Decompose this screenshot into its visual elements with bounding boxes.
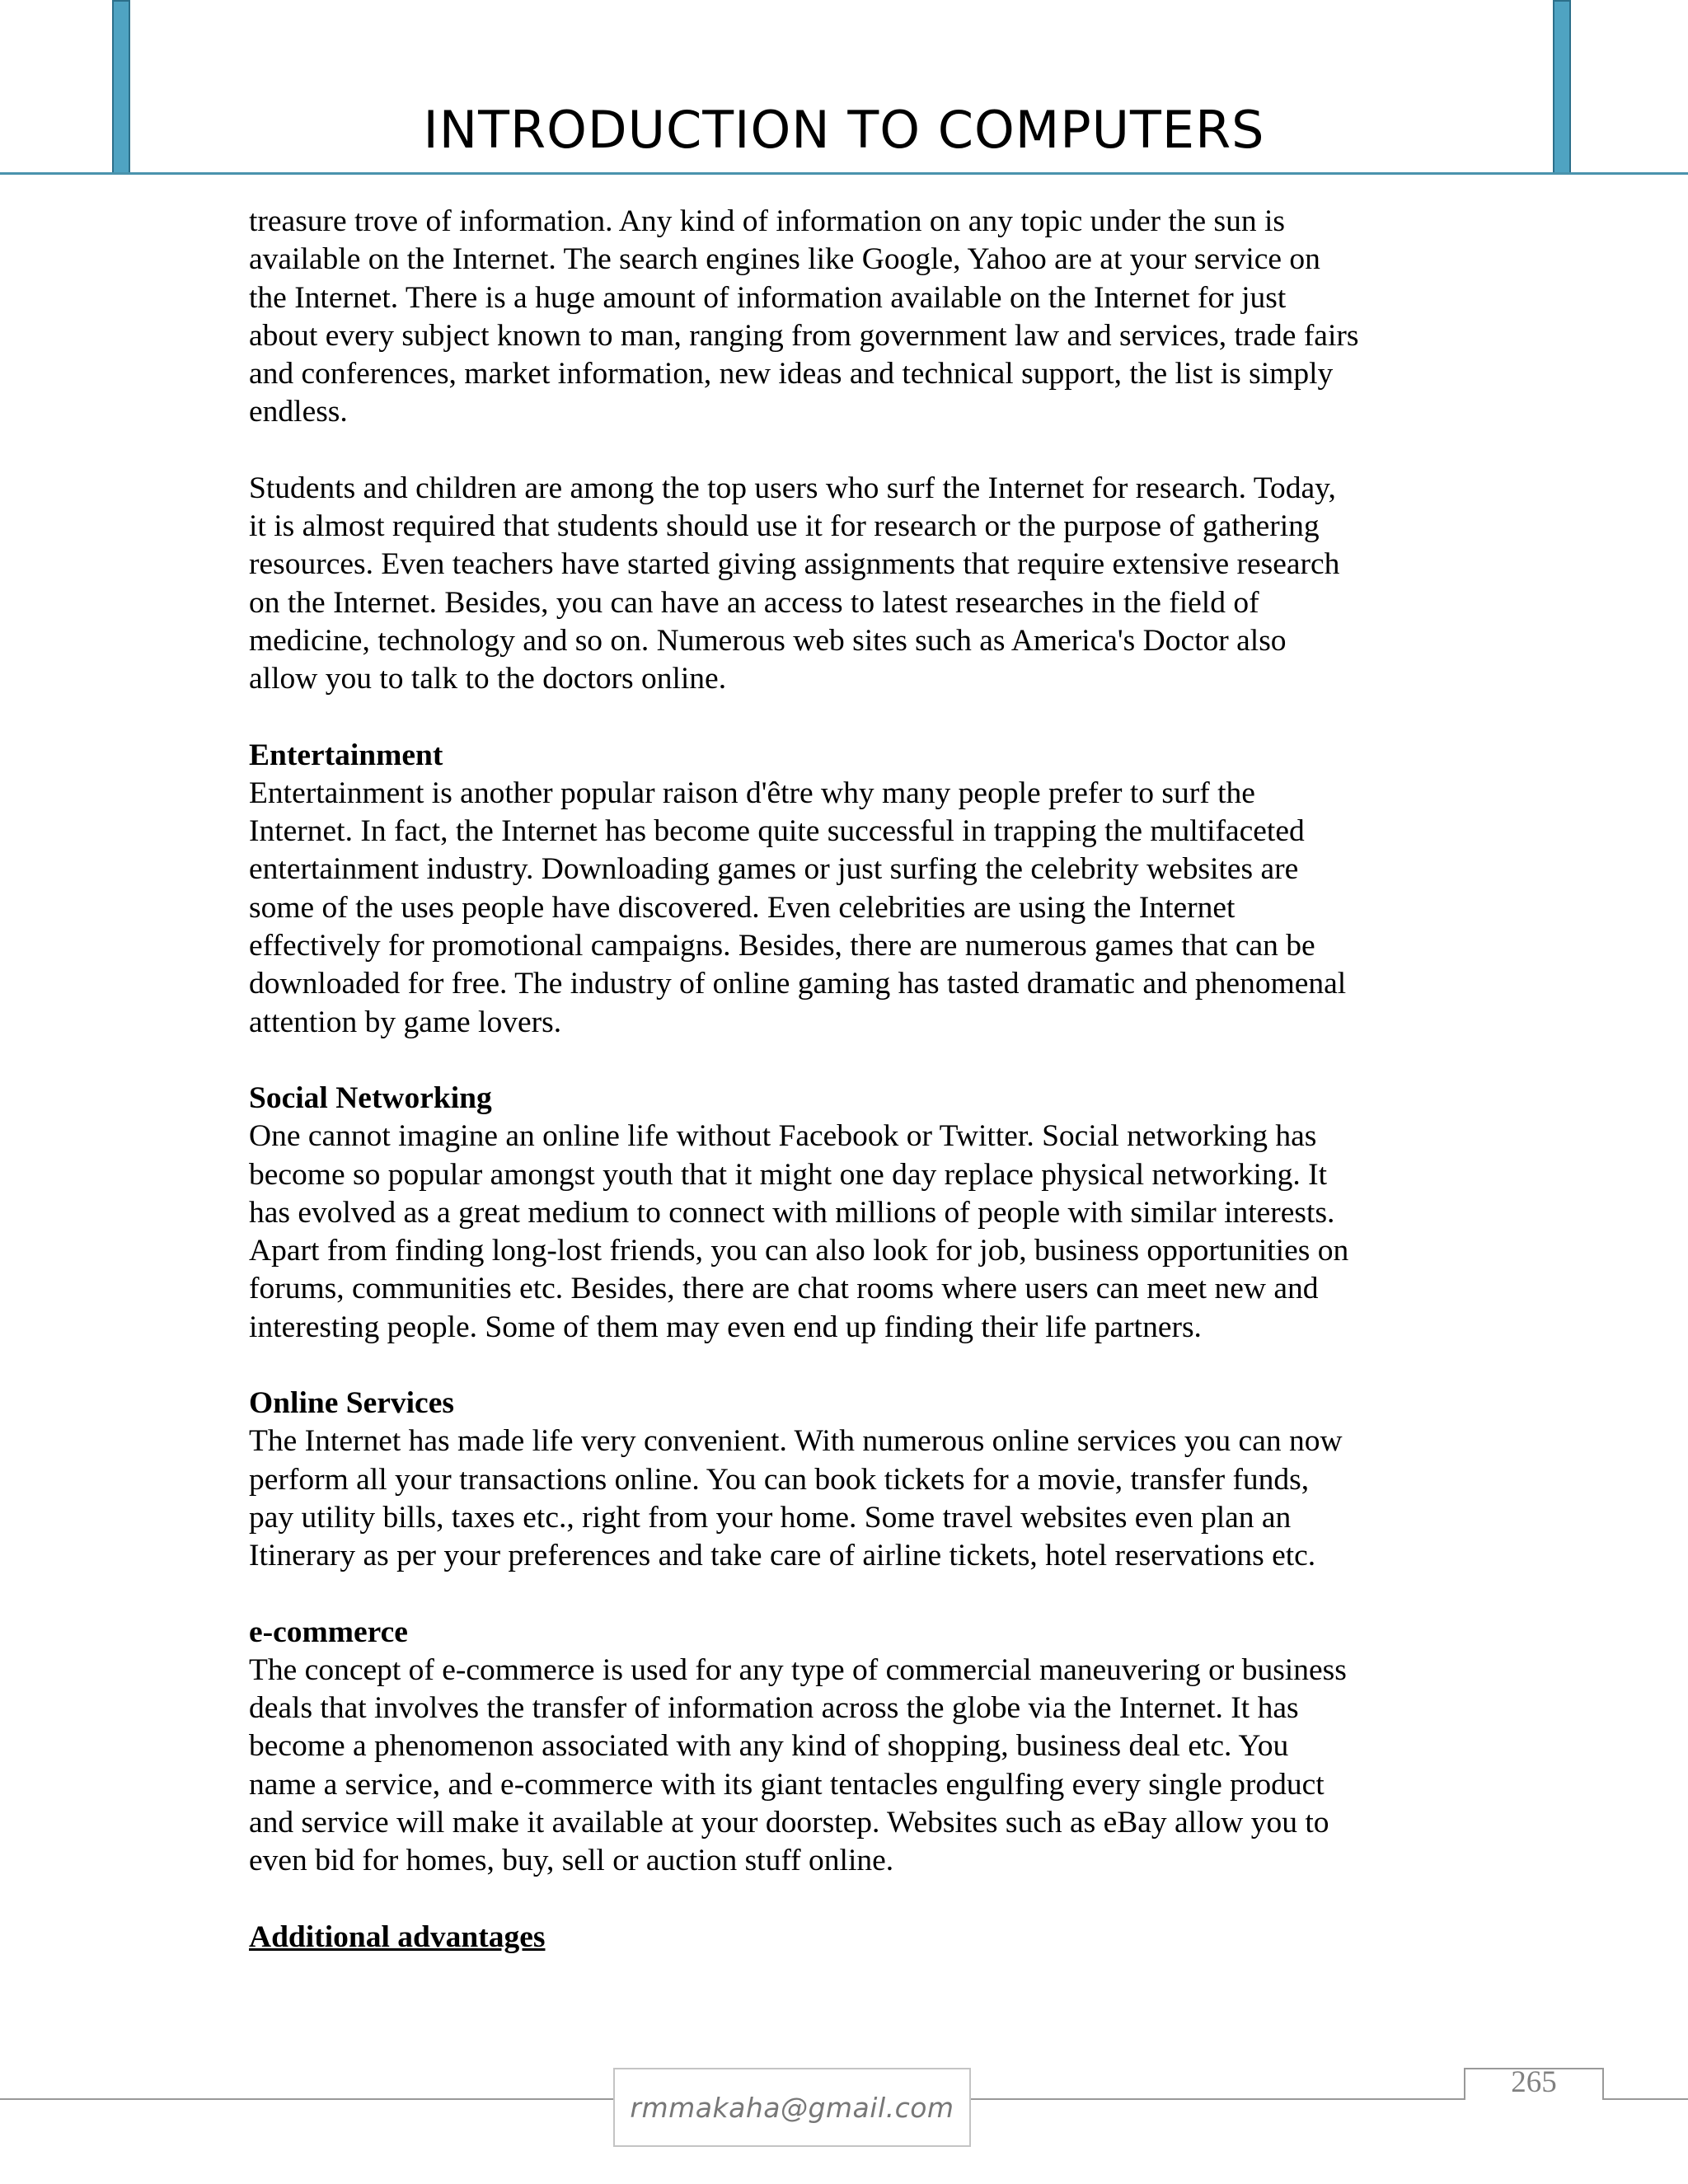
text-line: attention by game lovers. (249, 1005, 562, 1039)
text-line: become a phenomenon associated with any kind of shopping, business deal etc. You (249, 1729, 1289, 1764)
text-line: has evolved as a great medium to connect with millions of people with similar interests. (249, 1195, 1335, 1230)
text-line: Itinerary as per your preferences and take care of airline tickets, hotel reservations etc. (249, 1539, 1316, 1573)
footer-email: rmmakaha@gmail.com (630, 2091, 954, 2124)
text-line: some of the uses people have discovered. Even celebrities are using the Internet (249, 890, 1236, 925)
entertainment-paragraph (249, 775, 1452, 1042)
intro-paragraph (249, 203, 1452, 432)
social-networking-section (249, 1080, 1452, 1347)
page-title: INTRODUCTION TO COMPUTERS (423, 100, 1265, 160)
text-line: downloaded for free. The industry of online gaming has tasted dramatic and phenomenal (249, 967, 1347, 1001)
footer-email-box (613, 2068, 971, 2147)
text-line: Internet. In fact, the Internet has become quite successful in trapping the multifaceted (249, 814, 1305, 849)
footer-rule-left (0, 2098, 617, 2100)
text-line: endless. (249, 395, 348, 429)
social-networking-paragraph (249, 1118, 1452, 1347)
section-heading-additional-advantages: Additional advantages (249, 1919, 546, 1954)
section-heading-online-services: Online Services (249, 1386, 454, 1421)
page-number: 265 (1511, 2065, 1557, 2099)
text-line: available on the Internet. The search engines like Google, Yahoo are at your service on (249, 242, 1320, 277)
additional-advantages-section (249, 1919, 1452, 1957)
text-line: it is almost required that students should use it for research or the purpose of gathering (249, 509, 1320, 544)
text-line: pay utility bills, taxes etc., right from your home. Some travel websites even plan an (249, 1500, 1292, 1535)
text-line: and service will make it available at your doorstep. Websites such as eBay allow you to (249, 1805, 1329, 1840)
text-line: interesting people. Some of them may even end up finding their life partners. (249, 1310, 1202, 1344)
text-line: The concept of e-commerce is used for any type of commercial maneuvering or business (249, 1652, 1347, 1687)
text-line: Apart from finding long-lost friends, you can also look for job, business opportunities on (249, 1234, 1349, 1268)
text-line: become so popular amongst youth that it might one day replace physical networking. It (249, 1157, 1328, 1192)
text-line: about every subject known to man, ranging from government law and services, trade fairs (249, 318, 1359, 353)
section-heading-ecommerce: e-commerce (249, 1615, 408, 1649)
section-heading-entertainment: Entertainment (249, 738, 443, 772)
page-body (249, 203, 1452, 1957)
text-line: deals that involves the transfer of information across the globe via the Internet. It has (249, 1691, 1299, 1726)
text-line: allow you to talk to the doctors online. (249, 662, 727, 696)
text-line: resources. Even teachers have started giving assignments that require extensive research (249, 547, 1340, 582)
text-line: perform all your transactions online. You can book tickets for a movie, transfer funds, (249, 1462, 1310, 1497)
footer-rule-right (1603, 2098, 1688, 2100)
entertainment-section (249, 737, 1452, 1042)
text-line: Students and children are among the top users who surf the Internet for research. Today, (249, 471, 1336, 505)
header-divider (0, 172, 1688, 175)
students-paragraph (249, 470, 1452, 699)
text-line: One cannot imagine an online life without Facebook or Twitter. Social networking has (249, 1119, 1317, 1154)
text-line: on the Internet. Besides, you can have an access to latest researches in the field of (249, 585, 1259, 620)
text-line: treasure trove of information. Any kind of information on any topic under the sun is (249, 204, 1286, 238)
text-line: and conferences, market information, new ideas and technical support, the list is simply (249, 357, 1334, 391)
text-line: medicine, technology and so on. Numerous web sites such as America's Doctor also (249, 623, 1287, 658)
online-services-paragraph (249, 1422, 1452, 1575)
text-line: The Internet has made life very convenient. With numerous online services you can now (249, 1424, 1343, 1459)
section-heading-social-networking: Social Networking (249, 1080, 492, 1115)
ecommerce-section (249, 1614, 1452, 1881)
footer-rule-middle (971, 2098, 1465, 2100)
ecommerce-paragraph (249, 1652, 1452, 1881)
text-line: Entertainment is another popular raison d'être why many people prefer to surf the (249, 776, 1255, 810)
text-line: effectively for promotional campaigns. Besides, there are numerous games that can be (249, 929, 1315, 963)
text-line: even bid for homes, buy, sell or auction stuff online. (249, 1844, 894, 1878)
text-line: the Internet. There is a huge amount of information available on the Internet for just (249, 280, 1287, 315)
text-line: entertainment industry. Downloading games or just surfing the celebrity websites are (249, 852, 1299, 887)
text-line: forums, communities etc. Besides, there are chat rooms where users can meet new and (249, 1272, 1319, 1306)
text-line: name a service, and e-commerce with its giant tentacles engulfing every single product (249, 1767, 1325, 1802)
online-services-section (249, 1385, 1452, 1575)
